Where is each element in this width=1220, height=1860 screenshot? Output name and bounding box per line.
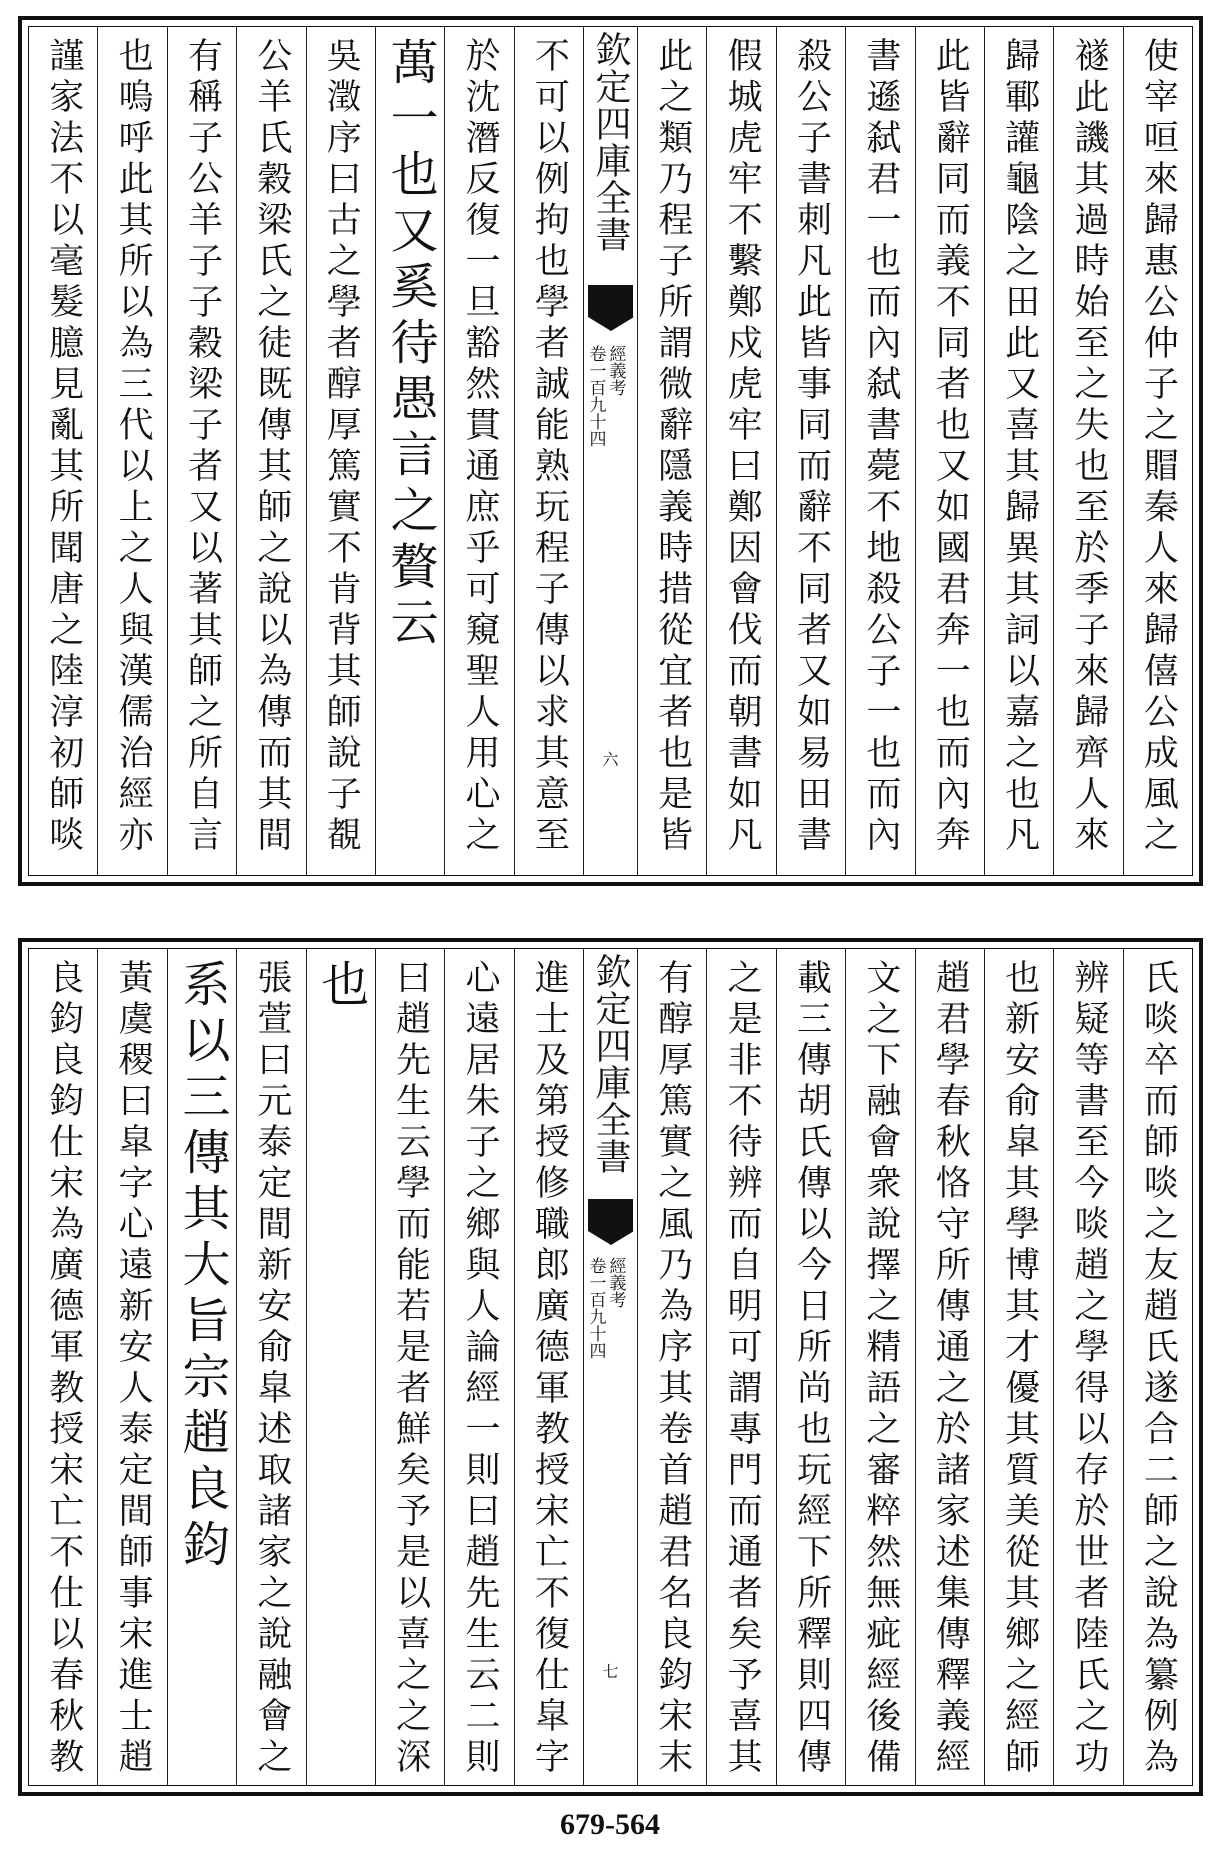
text-column: [444, 27, 513, 875]
column-text: 也嗚呼此其所以為三代以上之人與漢儒治經亦: [113, 37, 154, 857]
center-spine: [583, 949, 637, 1785]
text-column: [97, 27, 166, 875]
center-spine: [583, 27, 637, 875]
column-text: 氏啖卒而師啖之友趙氏遂合二師之說為纂例為: [1138, 959, 1179, 1779]
column-text: 禭此譏其過時始至之失也至於季子來歸齊人來: [1068, 37, 1109, 857]
column-text: 有稱子公羊子子穀梁子者又以著其師之所自言: [182, 37, 223, 857]
spine-page-number: 六: [602, 750, 619, 769]
column-text: 心遠居朱子之鄉與人論經一則曰趙先生云二則: [459, 959, 500, 1779]
spine-book-title: 經義考: [605, 1257, 626, 1308]
text-column: [915, 949, 984, 1785]
spine-page-number: 七: [602, 1662, 619, 1681]
column-text: 殺公子書刺凡此皆事同而辭不同者又如易田書: [791, 37, 832, 857]
text-column: [845, 949, 914, 1785]
column-text: 此皆辭同而義不同者也又如國君奔一也而內奔: [930, 37, 971, 857]
spine-volume: 卷一百九十四: [585, 345, 606, 447]
column-text: 進士及第授修職郎廣德軍教授宋亡不復仕皐字: [529, 959, 570, 1779]
spine-title: 欽定四庫全書: [590, 953, 631, 1175]
column-text: 吳澂序曰古之學者醇厚篤實不肯背其師說子覩: [321, 37, 362, 857]
text-column: [706, 949, 775, 1785]
text-column: [1123, 27, 1192, 875]
column-text: 使宰咺來歸惠公仲子之賵秦人來歸僖公成風之: [1138, 37, 1179, 857]
column-text: 歸鄆讙龜陰之田此又喜其歸異其詞以嘉之也凡: [999, 37, 1040, 857]
column-text: 趙君學春秋恪守所傳通之於諸家述集傳釋義經: [930, 959, 971, 1779]
text-column: [236, 949, 305, 1785]
text-column: [306, 27, 375, 875]
column-text: 張萱曰元泰定間新安俞皐述取諸家之說融會之: [251, 959, 292, 1779]
text-column: [167, 27, 236, 875]
spine-title: 欽定四庫全書: [590, 31, 631, 253]
spine-volume: 卷一百九十四: [585, 1257, 606, 1359]
top-page: [18, 16, 1203, 886]
column-text: 良鈞良鈞仕宋為廣德軍教授宋亡不仕以春秋教: [43, 959, 84, 1779]
text-column: [637, 949, 706, 1785]
top-page-columns: [29, 27, 1192, 875]
column-text: 系以三傳其大旨宗趙良鈞: [173, 959, 230, 1575]
column-text: 書遜弑君一也而內弑書薨不地殺公子一也而內: [860, 37, 901, 857]
text-column: [97, 949, 166, 1785]
column-text: 辨疑等書至今啖趙之學得以存於世者陸氏之功: [1068, 959, 1109, 1779]
column-text: 之是非不待辨而自明可謂專門而通者矣予喜其: [722, 959, 763, 1779]
bottom-page: [18, 938, 1203, 1796]
spine-book-title: 經義考: [605, 345, 626, 396]
column-text: 假城虎牢不繫鄭戍虎牢曰鄭因會伐而朝書如凡: [722, 37, 763, 857]
text-column: [167, 949, 236, 1785]
text-column: [444, 949, 513, 1785]
top-page-frame: [28, 26, 1193, 876]
text-column: [984, 27, 1053, 875]
bottom-page-frame: [28, 948, 1193, 1786]
column-text: 公羊氏穀梁氏之徒既傳其師之說以為傳而其間: [251, 37, 292, 857]
text-column: [637, 27, 706, 875]
text-column: [306, 949, 375, 1785]
text-column: [706, 27, 775, 875]
column-text: 載三傳胡氏傳以今日所尚也玩經下所釋則四傳: [791, 959, 832, 1779]
column-text: 文之下融會衆說擇之精語之審粹然無疵經後備: [860, 959, 901, 1779]
text-column: [236, 27, 305, 875]
text-column: [915, 27, 984, 875]
footer-page-number: 679-564: [560, 1808, 660, 1841]
column-text: 曰趙先生云學而能若是者鮮矣予是以喜之之深: [390, 959, 431, 1779]
text-column: [984, 949, 1053, 1785]
column-text: 也: [312, 959, 369, 1015]
column-text: 不可以例拘也學者誠能熟玩程子傳以求其意至: [529, 37, 570, 857]
text-column: [375, 27, 444, 875]
text-column: [1053, 27, 1122, 875]
text-column: [514, 949, 583, 1785]
column-text: 黃虞稷曰皐字心遠新安人泰定間師事宋進士趙: [113, 959, 154, 1779]
fish-tail-mark: [588, 1199, 633, 1231]
bottom-page-columns: [29, 949, 1192, 1785]
text-column: [1123, 949, 1192, 1785]
text-column: [776, 27, 845, 875]
column-text: 謹家法不以毫髮臆見亂其所聞唐之陸淳初師啖: [43, 37, 84, 857]
text-column: [1053, 949, 1122, 1785]
column-text: 於沈潛反復一旦豁然貫通庶乎可窺聖人用心之: [459, 37, 500, 857]
column-text: 有醇厚篤實之風乃為序其卷首趙君名良鈞宋末: [652, 959, 693, 1779]
text-column: [776, 949, 845, 1785]
column-text: 也新安俞皐其學博其才優其質美從其鄉之經師: [999, 959, 1040, 1779]
text-column: [845, 27, 914, 875]
fish-tail-mark: [588, 285, 633, 317]
text-column: [514, 27, 583, 875]
text-column: [375, 949, 444, 1785]
text-column: [29, 949, 97, 1785]
text-column: [29, 27, 97, 875]
column-text: 此之類乃程子所謂微辭隱義時措從宜者也是皆: [652, 37, 693, 857]
column-text: 萬一也又奚待愚言之贅云: [382, 37, 439, 653]
